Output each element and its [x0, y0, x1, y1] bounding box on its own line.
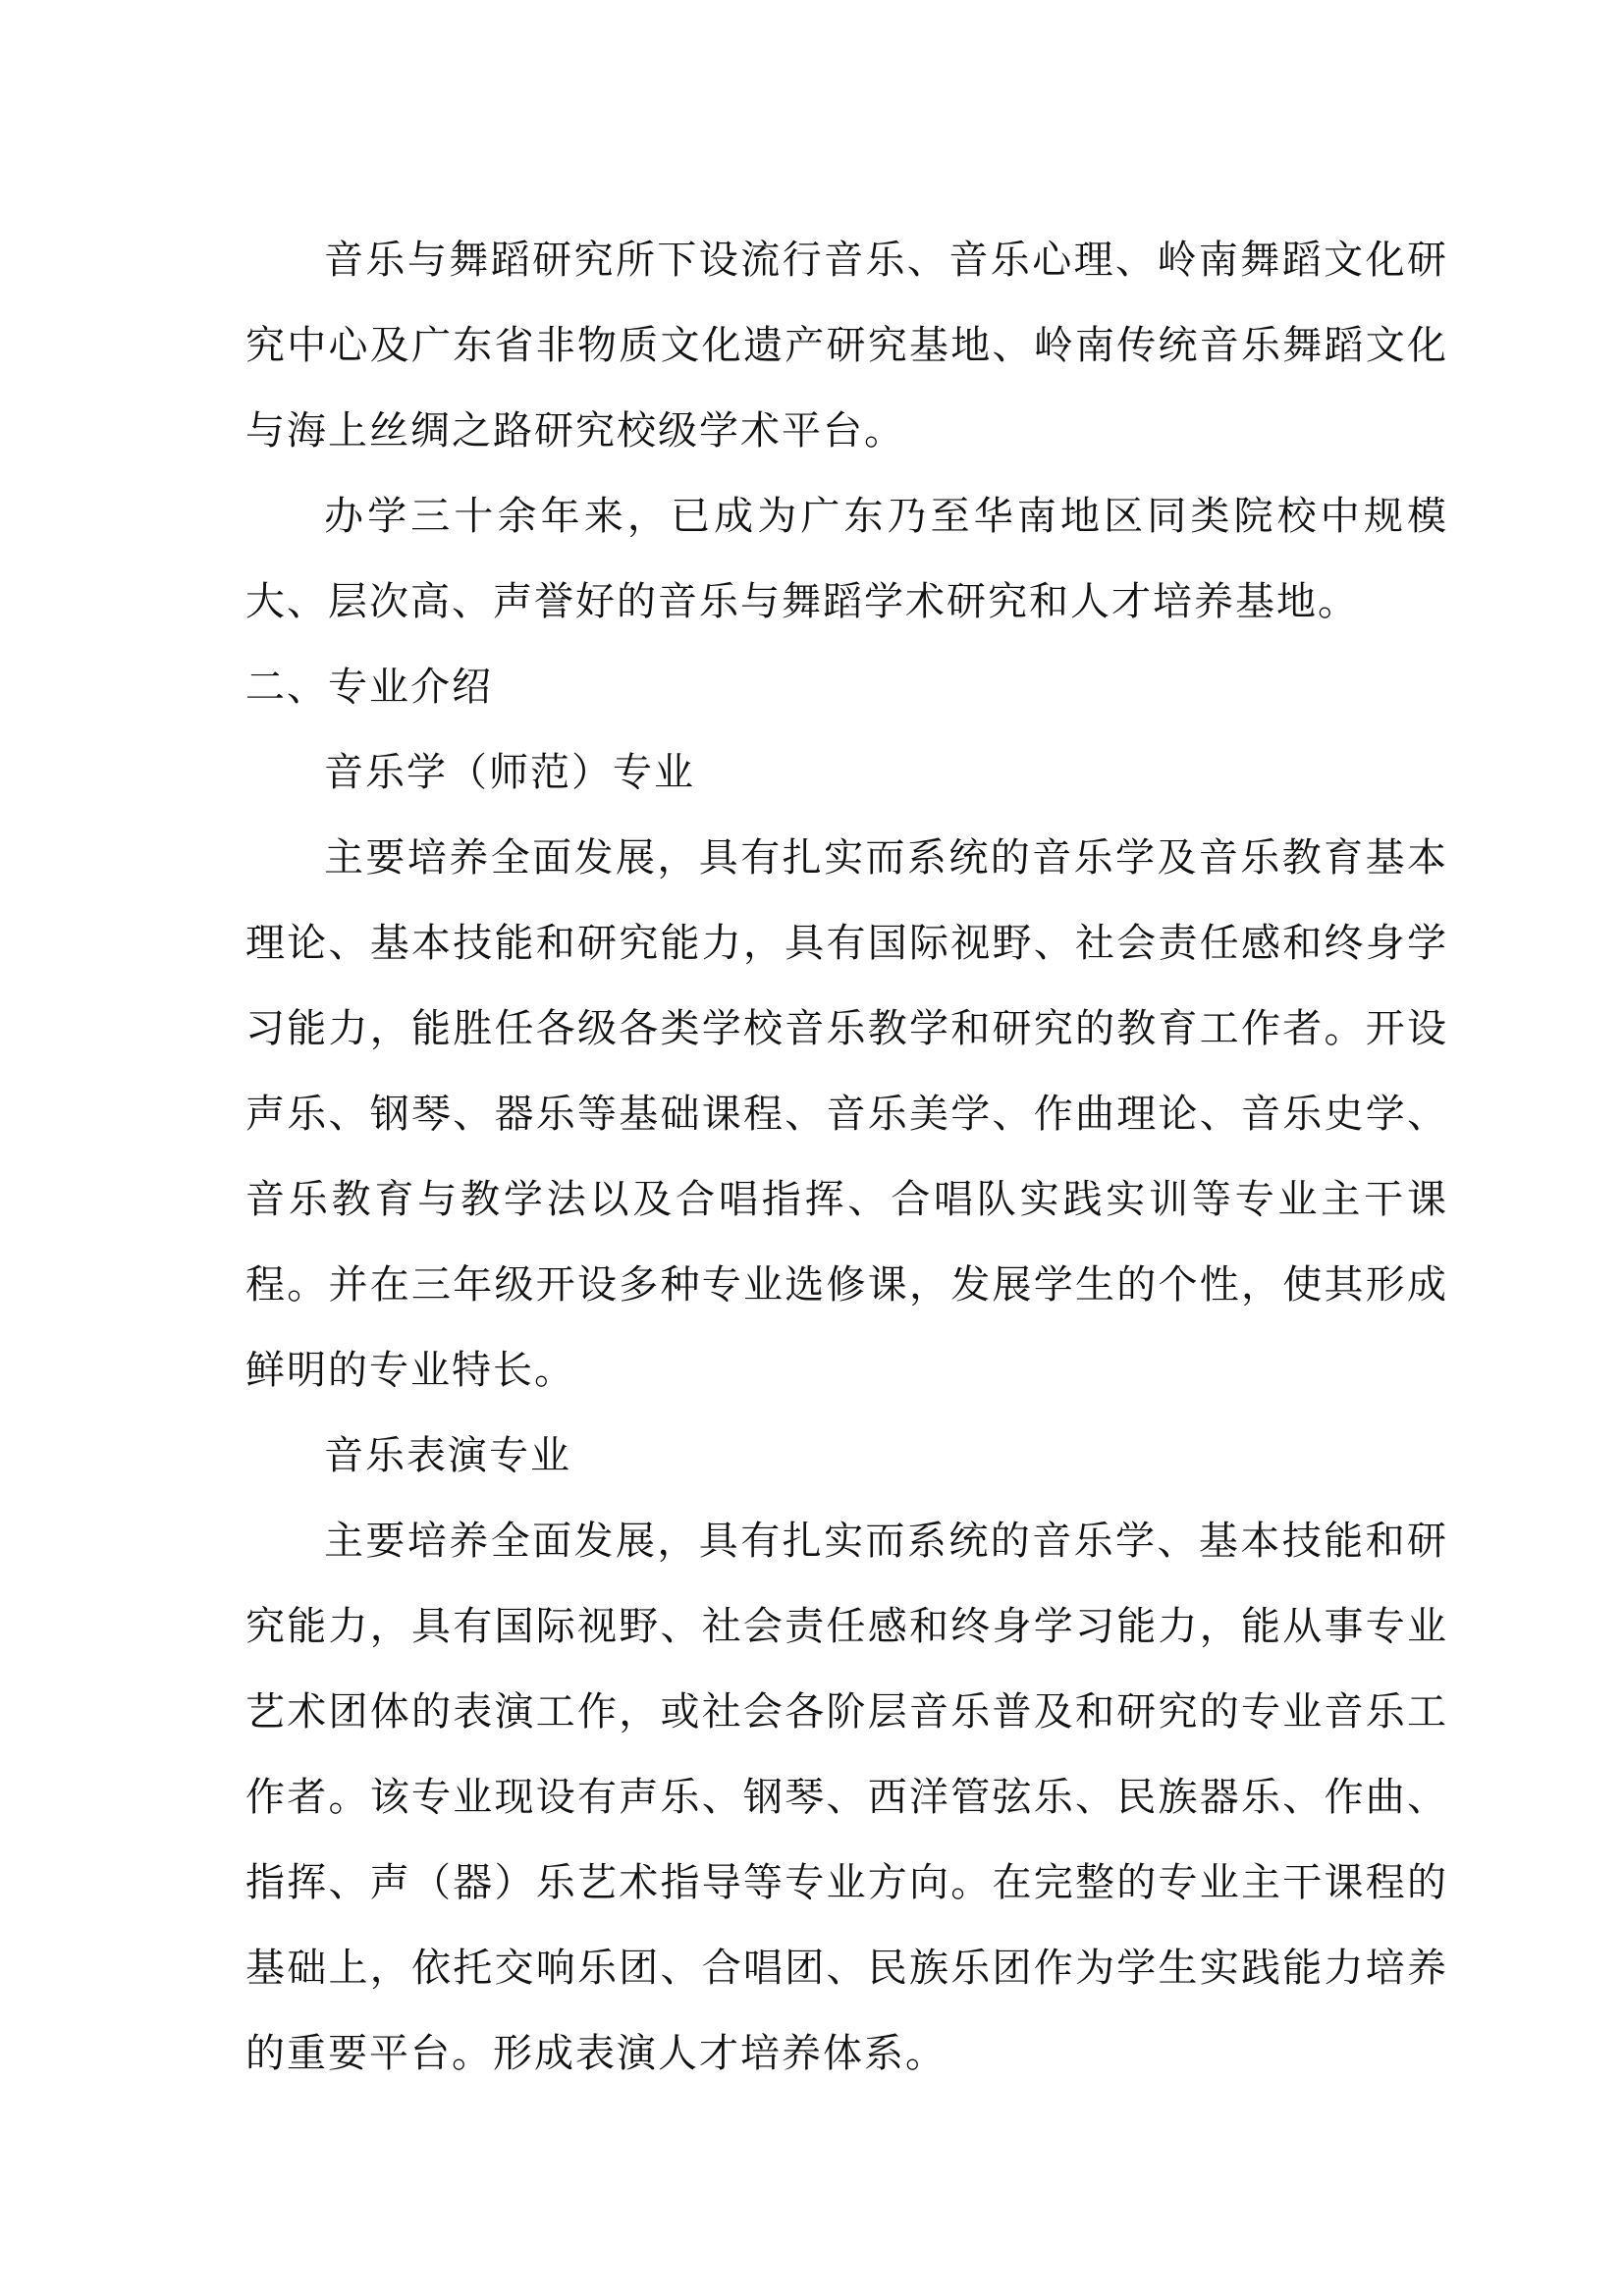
document-page — [245, 218, 1448, 2097]
section-heading-majors: 二、专业介绍 — [245, 665, 493, 710]
intro-paragraph-institute: 音乐与舞蹈研究所下设流行音乐、音乐心理、岭南舞蹈文化研究中心及广东省非物质文化遗产研究基地、岭南传统音乐舞蹈文化与海上丝绸之路研究校级学术平台。 — [245, 238, 1448, 454]
major-description-performance: 主要培养全面发展，具有扎实而系统的音乐学、基本技能和研究能力，具有国际视野、社会责任感和终身学习能力，能从事专业艺术团体的表演工作，或社会各阶层音乐普及和研究的专业音乐工作者。该专业现设有声乐、钢琴、西洋管弦乐、民族器乐、作曲、指挥、声（器）乐艺术指导等专业方向。在完整的专业主干课程的基础上，依托交响乐团、合唱团、民族乐团作为学生实践能力培养的重要平台。形成表演人才培养体系。 — [245, 1519, 1448, 2076]
intro-paragraph-history: 办学三十余年来，已成为广东乃至华南地区同类院校中规模大、层次高、声誉好的音乐与舞蹈学术研究和人才培养基地。 — [245, 494, 1448, 624]
major-description-musicology: 主要培养全面发展，具有扎实而系统的音乐学及音乐教育基本理论、基本技能和研究能力，具有国际视野、社会责任感和终身学习能力，能胜任各级各类学校音乐教学和研究的教育工作者。开设声乐、钢琴、器乐等基础课程、音乐美学、作曲理论、音乐史学、音乐教育与教学法以及合唱指挥、合唱队实践实训等专业主干课程。并在三年级开设多种专业选修课，发展学生的个性，使其形成鲜明的专业特长。 — [245, 835, 1448, 1393]
major-title-musicology: 音乐学（师范）专业 — [324, 750, 695, 795]
major-title-performance: 音乐表演专业 — [324, 1433, 571, 1478]
